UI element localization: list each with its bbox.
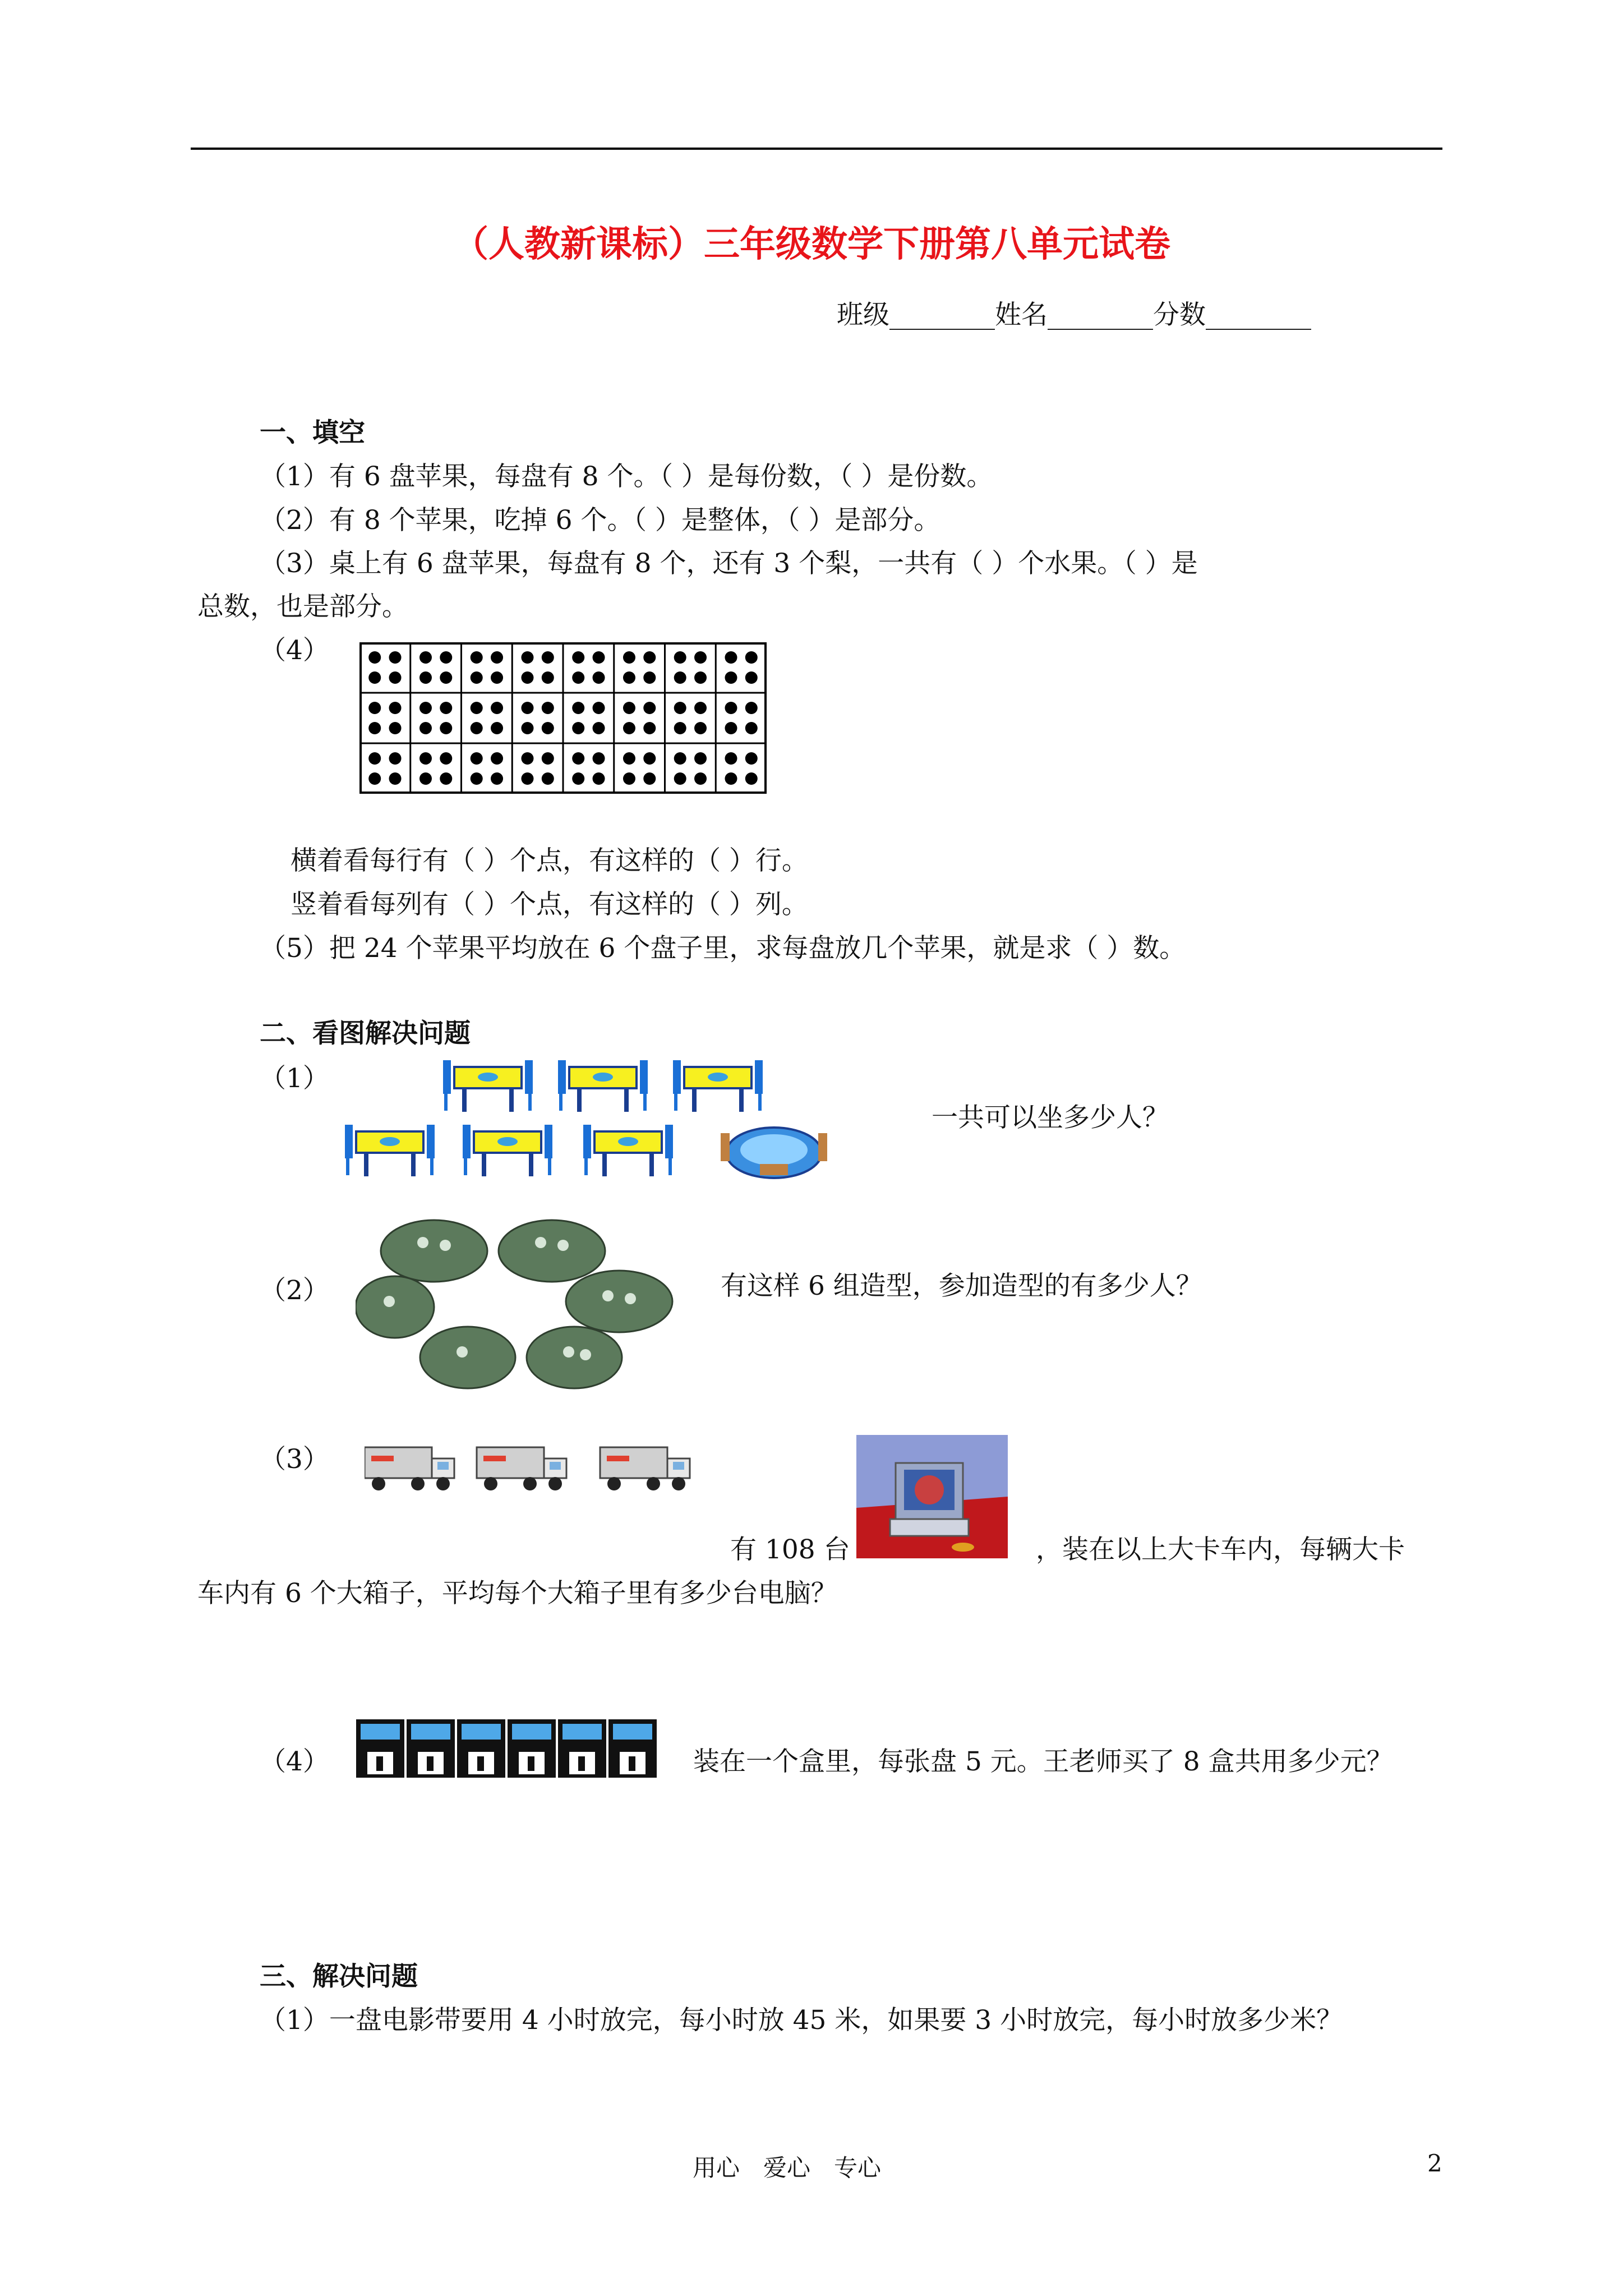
s2-problem-3-text-b: ，装在以上大卡车内，每辆大卡 (1036, 1534, 1405, 1565)
grid-dot (521, 722, 533, 734)
s2-problem-3-label: （3） (260, 1444, 329, 1475)
grid-dot (745, 722, 758, 734)
grid-dot (440, 722, 452, 734)
grid-dot (674, 752, 686, 765)
grid-dot (368, 651, 381, 664)
grid-dot (419, 752, 432, 765)
grid-dot (643, 702, 656, 714)
grid-dot (419, 671, 432, 684)
grid-dot (725, 772, 737, 785)
s2-problem-3-text-c: 车内有 6 个大箱子，平均每个大箱子里有多少台电脑？ (197, 1578, 837, 1609)
grid-dot (491, 722, 503, 734)
grid-dot (542, 722, 554, 734)
grid-dot (440, 772, 452, 785)
s1-question-2: （2）有 8 个苹果，吃掉 6 个。（ ）是整体，（ ）是部分。 (260, 505, 940, 536)
grid-dot (623, 702, 635, 714)
grid-dot (572, 702, 584, 714)
grid-dot (440, 752, 452, 765)
grid-dot (542, 752, 554, 765)
grid-dot (643, 752, 656, 765)
floppy-disk-icon (558, 1719, 606, 1778)
grid-dot (368, 671, 381, 684)
grid-dot (368, 722, 381, 734)
grid-dot (542, 651, 554, 664)
grid-dot (674, 651, 686, 664)
grid-dot (389, 671, 402, 684)
s2-problem-2-label: （2） (260, 1275, 329, 1306)
score-blank[interactable]: ________ (1206, 300, 1311, 330)
grid-dot (694, 651, 707, 664)
grid-dot (623, 651, 635, 664)
grid-dot (572, 752, 584, 765)
computer-illustration (856, 1435, 1008, 1558)
grid-dot (521, 702, 533, 714)
grid-dot (419, 702, 432, 714)
grid-dot (471, 651, 483, 664)
grid-dot (471, 722, 483, 734)
grid-dot (593, 671, 605, 684)
s2-problem-1-question: 一共可以坐多少人？ (932, 1102, 1169, 1133)
grid-dot (674, 722, 686, 734)
grid-dot (593, 722, 605, 734)
section2-heading: 二、看图解决问题 (260, 1018, 471, 1049)
grid-dot (674, 772, 686, 785)
floppy-disk-icon (457, 1719, 505, 1778)
grid-dot (491, 671, 503, 684)
page-number: 2 (1427, 2150, 1442, 2177)
grid-dot (643, 772, 656, 785)
grid-dot (471, 772, 483, 785)
grid-dot (572, 772, 584, 785)
grid-dot (745, 651, 758, 664)
floppy-disk-icon (407, 1719, 455, 1778)
grid-dot (419, 651, 432, 664)
grid-dot (368, 772, 381, 785)
grid-dot (694, 772, 707, 785)
grid-dot (643, 671, 656, 684)
grid-dot (725, 722, 737, 734)
floppy-disk-icon (508, 1719, 556, 1778)
grid-dot (389, 752, 402, 765)
grid-dot (725, 671, 737, 684)
floppy-disk-icon (608, 1719, 657, 1778)
grid-dot (674, 702, 686, 714)
grid-dot (491, 702, 503, 714)
grid-dot (572, 671, 584, 684)
grid-dot (471, 671, 483, 684)
grid-dot (542, 702, 554, 714)
grid-dot (440, 702, 452, 714)
dancer-groups-illustration (356, 1212, 681, 1397)
grid-dot (725, 702, 737, 714)
class-label: 班级 (837, 300, 889, 330)
grid-dot (542, 671, 554, 684)
grid-dot (694, 671, 707, 684)
s1-question-3-line1: （3）桌上有 6 盘苹果，每盘有 8 个，还有 3 个梨，一共有（ ）个水果。（ ）是 (260, 548, 1198, 579)
grid-dot (623, 752, 635, 765)
grid-dot (491, 772, 503, 785)
grid-dot (745, 772, 758, 785)
grid-dot (521, 671, 533, 684)
tables-and-chairs-illustration (345, 1055, 850, 1184)
name-blank[interactable]: ________ (1048, 300, 1153, 330)
grid-dot (593, 651, 605, 664)
grid-dot (572, 722, 584, 734)
grid-dot (389, 722, 402, 734)
grid-dot (368, 752, 381, 765)
grid-dot (725, 752, 737, 765)
grid-dot (471, 752, 483, 765)
grid-dot (419, 772, 432, 785)
grid-dot (389, 651, 402, 664)
s1-question-4-label: （4） (260, 635, 329, 666)
class-blank[interactable]: ________ (889, 300, 995, 330)
grid-dot (491, 752, 503, 765)
grid-dot (593, 752, 605, 765)
grid-dot (623, 722, 635, 734)
grid-dot (572, 651, 584, 664)
grid-dot (643, 722, 656, 734)
page-title: （人教新课标）三年级数学下册第八单元试卷 (453, 224, 1170, 265)
s1-question-4-rows: 横着看每行有（ ）个点，有这样的（ ）行。 (291, 845, 808, 876)
header-rule (191, 148, 1442, 150)
grid-dot (694, 752, 707, 765)
grid-dot (440, 671, 452, 684)
s2-problem-1-label: （1） (260, 1063, 329, 1094)
grid-dot (674, 671, 686, 684)
grid-dot (440, 651, 452, 664)
grid-dot (694, 702, 707, 714)
grid-dot (745, 752, 758, 765)
dot-grid (359, 642, 767, 794)
grid-dot (389, 702, 402, 714)
grid-dot (725, 651, 737, 664)
footer-motto: 用心 爱心 专心 (693, 2154, 882, 2182)
grid-dot (745, 702, 758, 714)
grid-dot (623, 772, 635, 785)
grid-dot (521, 752, 533, 765)
grid-dot (745, 671, 758, 684)
s2-problem-4-label: （4） (260, 1746, 329, 1777)
s2-problem-2-question: 有这样 6 组造型，参加造型的有多少人？ (721, 1271, 1202, 1301)
floppy-disks-illustration (355, 1718, 661, 1779)
section3-heading: 三、解决问题 (260, 1961, 418, 1992)
grid-dot (643, 651, 656, 664)
info-line (837, 298, 1311, 332)
grid-dot (694, 722, 707, 734)
s3-question-1: （1）一盘电影带要用 4 小时放完，每小时放 45 米，如果要 3 小时放完，每小时放多少米？ (260, 2005, 1343, 2036)
s2-problem-3-text-a: 有 108 台 (730, 1534, 850, 1565)
grid-dot (419, 722, 432, 734)
grid-dot (593, 702, 605, 714)
trucks-illustration (365, 1442, 718, 1501)
s1-question-5: （5）把 24 个苹果平均放在 6 个盘子里，求每盘放几个苹果，就是求（ ）数。 (260, 933, 1186, 964)
grid-dot (491, 651, 503, 664)
grid-dot (471, 702, 483, 714)
name-label: 姓名 (995, 300, 1048, 330)
grid-dot (593, 772, 605, 785)
s2-problem-4-question: 装在一个盒里，每张盘 5 元。王老师买了 8 盒共用多少元？ (693, 1746, 1393, 1777)
s1-question-1: （1）有 6 盘苹果，每盘有 8 个。（ ）是每份数，（ ）是份数。 (260, 461, 993, 492)
grid-dot (521, 651, 533, 664)
s1-question-4-cols: 竖着看每列有（ ）个点，有这样的（ ）列。 (291, 889, 808, 920)
floppy-disk-icon (356, 1719, 404, 1778)
score-label: 分数 (1153, 300, 1206, 330)
s1-question-3-line2: 总数，也是部分。 (197, 591, 408, 622)
grid-dot (623, 671, 635, 684)
section1-heading: 一、填空 (260, 417, 365, 448)
grid-dot (389, 772, 402, 785)
grid-dot (521, 772, 533, 785)
grid-dot (368, 702, 381, 714)
grid-dot (542, 772, 554, 785)
